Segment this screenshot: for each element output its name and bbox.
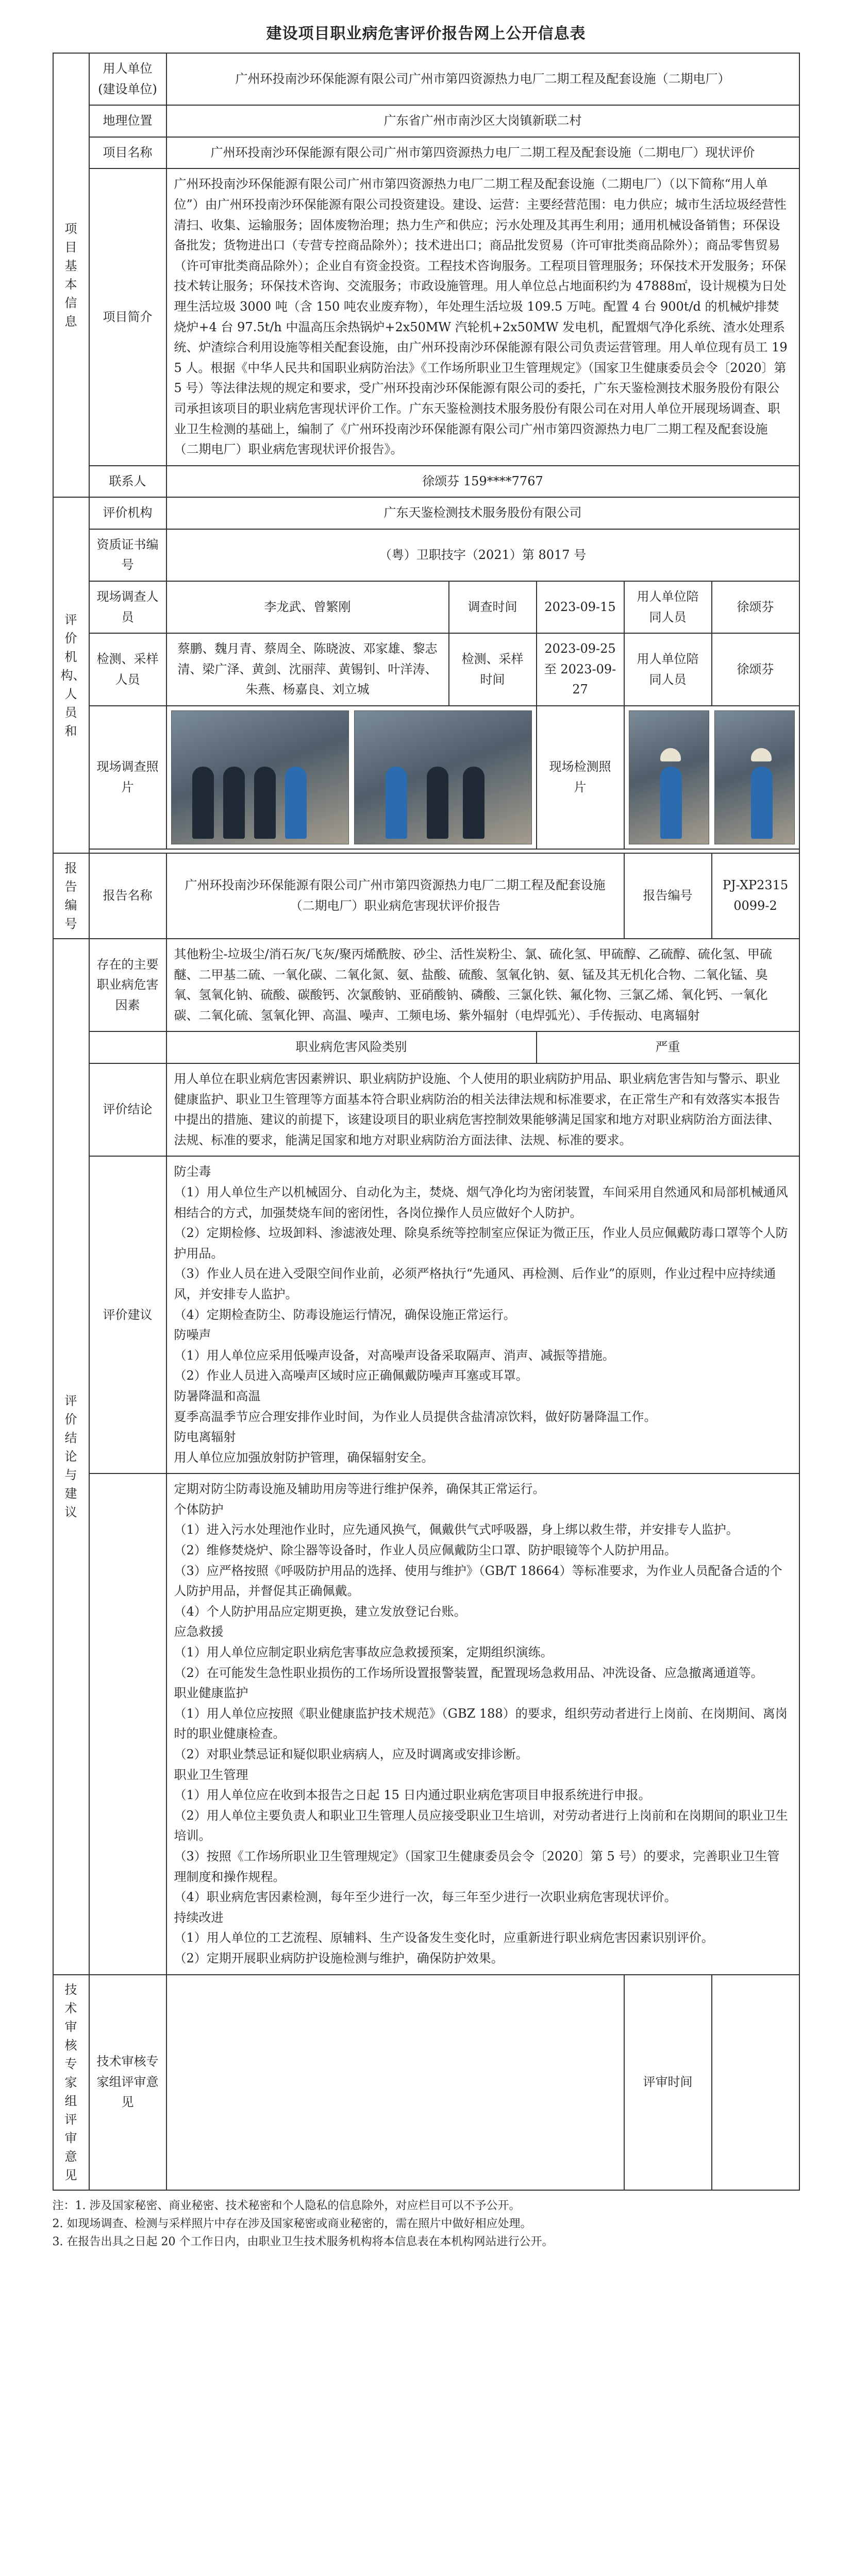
hazard-label: 存在的主要职业病危害因素 — [89, 939, 166, 1031]
contact-label: 联系人 — [89, 466, 166, 498]
risk-category-value: 严重 — [537, 1031, 799, 1063]
onsite-photo-label: 现场调查照片 — [89, 706, 166, 849]
report-no-label: 报告编号 — [624, 853, 712, 939]
suggestion-value: 防尘毒 （1）用人单位生产以机械固分、自动化为主，焚烧、烟气净化均为密闭装置，车间采用自然通风和局部机械通风相结合的方式，加强焚烧车间的密闭性，各岗位操作人员应做好个人防护。 （2）定期检修、垃圾卸料、渗滤液处理、除臭系统等控制室应保证为微正压，作业人员应佩戴防毒口罩等个人防护用品。 （3）作业人员在进入受限空间作业前，必须严格执行“先通风、再检测、后作业”的原则，作业过程中应持续通风，并安排专人监护。 （4）定期检查防尘、防毒设施运行情况，确保设施正常运行。 防噪声 （1）用人单位应采用低噪声设备，对高噪声设备采取隔声、消声、减振等措施。 （2）作业人员进入高噪声区域时应正确佩戴防噪声耳塞或耳罩。 防暑降温和高温 夏季高温季节应合理安排作业时间，为作业人员提供含盐清凉饮料，做好防暑降温工作。 防电离辐射 用人单位应加强放射防护管理，确保辐射安全。 — [166, 1156, 799, 1473]
project-name-label: 项目名称 — [89, 137, 166, 169]
report-name-value: 广州环投南沙环保能源有限公司广州市第四资源热力电厂二期工程及配套设施（二期电厂）职业病危害现状评价报告 — [166, 853, 624, 939]
employer-staff2-value: 徐颂芬 — [712, 633, 799, 706]
suggestion-label: 评价建议 — [89, 1156, 166, 1473]
page-title: 建设项目职业病危害评价报告网上公开信息表 — [266, 25, 586, 43]
eval-org-value: 广东天鉴检测技术服务股份有限公司 — [166, 497, 799, 529]
conclusion-value: 用人单位在职业病危害因素辨识、职业病防护设施、个人使用的职业病防护用品、职业病危害告知与警示、职业健康监护、职业卫生管理等方面基本符合职业病防治的相关法律法规和标准要求，在正常生产和有效落实本报告中提出的措施、建议的前提下，该建设项目的职业病危害控制效果能够满足国家和地方对职业病防治方面法律、法规、标准的要求，能满足国家和地方对职业病防治方面法律、法规、标准的要求。 — [166, 1063, 799, 1156]
row-conclusion — [53, 1063, 799, 1156]
cert-value: （粤）卫职技字（2021）第 8017 号 — [166, 529, 799, 581]
section-review-label: 技术审核专家组评审意见 — [53, 1975, 89, 2190]
sampling-time-label: 检测、采样时间 — [449, 633, 537, 706]
employer-staff2-label: 用人单位陪同人员 — [624, 633, 712, 706]
test-photo-1 — [629, 710, 709, 844]
onsite-time-value: 2023-09-15 — [537, 581, 624, 633]
sampling-staff-value: 蔡鹏、魏月青、蔡周全、陈晓波、邓家雄、黎志清、梁广泽、黄剑、沈丽萍、黄锡钊、叶洋涛、朱燕、杨嘉良、刘立城 — [166, 633, 449, 706]
info-table — [53, 53, 800, 2191]
eval-org-label: 评价机构 — [89, 497, 166, 529]
footnote-3: 3. 在报告出具之日起 20 个工作日内，由职业卫生技术服务机构将本信息表在本机构网站进行公开。 — [52, 2235, 554, 2248]
row-address — [53, 105, 799, 137]
cert-label: 资质证书编号 — [89, 529, 166, 581]
suggestion-label-2 — [89, 1473, 166, 1974]
sampling-staff-label: 检测、采样人员 — [89, 633, 166, 706]
row-employer — [53, 53, 799, 105]
section-org-label: 评价机构、人员和 — [53, 497, 89, 853]
address-value: 广东省广州市南沙区大岗镇新联二村 — [166, 105, 799, 137]
suggestion-value-2: 定期对防尘防毒设施及辅助用房等进行维护保养，确保其正常运行。 个体防护 （1）进入污水处理池作业时，应先通风换气，佩戴供气式呼吸器，身上绑以救生带，并安排专人监护。 （2）维修焚烧炉、除尘器等设备时，作业人员应佩戴防尘口罩、防护眼镜等个人防护用品。 （3）应严格按照《呼吸防护用品的选择、使用与维护》（GB/T 18664）等标准要求，为作业人员配备合适的个人防护用品，并督促其正确佩戴。 （4）个人防护用品应定期更换，建立发放登记台账。 应急救援 （1）用人单位应制定职业病危害事故应急救援预案，定期组织演练。 （2）在可能发生急性职业损伤的工作场所设置报警装置，配置现场急救用品、冲洗设备、应急撤离通道等。 职业健康监护 （1）用人单位应按照《职业健康监护技术规范》（GBZ 188）的要求，组织劳动者进行上岗前、在岗期间、离岗时的职业健康检查。 （2）对职业禁忌证和疑似职业病病人，应及时调离或安排诊断。 职业卫生管理 （1）用人单位应在收到本报告之日起 15 日内通过职业病危害项目申报系统进行申报。 （2）用人单位主要负责人和职业卫生管理人员应接受职业卫生培训，对劳动者进行上岗前和在岗期间的职业卫生培训。 （3）按照《工作场所职业卫生管理规定》（国家卫生健康委员会令〔2020〕第 5 号）的要求，完善职业卫生管理制度和操作规程。 （4）职业病危害因素检测，每年至少进行一次，每三年至少进行一次职业病危害现状评价。 持续改进 （1）用人单位的工艺流程、原辅料、生产设备发生变化时，应重新进行职业病危害因素识别评价。 （2）定期开展职业病防护设施检测与维护，确保防护效果。 — [166, 1473, 799, 1974]
onsite-photos — [166, 706, 537, 849]
project-intro-label: 项目简介 — [89, 168, 166, 465]
row-review — [53, 1975, 799, 2190]
report-name-label: 报告名称 — [89, 853, 166, 939]
spacer — [89, 849, 799, 853]
footnote-1: 注：1. 涉及国家秘密、商业秘密、技术秘密和个人隐私的信息除外，对应栏目可以不予公开。 — [52, 2199, 521, 2212]
footnote-2: 2. 如现场调查、检测与采样照片中存在涉及国家秘密或商业秘密的，需在照片中做好相应处理。 — [52, 2217, 532, 2230]
onsite-time-label: 调查时间 — [449, 581, 537, 633]
row-photos — [53, 706, 799, 849]
hazard-value: 其他粉尘-垃圾尘/消石灰/飞灰/聚丙烯酰胺、砂尘、活性炭粉尘、氯、硫化氢、甲硫醇、乙硫醇、硫化氢、甲硫醚、二甲基二硫、一氧化碳、二氧化氮、氨、盐酸、硫酸、氢氧化钠、氨、锰及其无机化合物、二氧化锰、臭氧、氢氧化钠、硫酸、碳酸钙、次氯酸钠、亚硝酸钠、磷酸、三氯化铁、氟化物、三氯乙烯、氧化钙、一氧化碳、二氧化硫、氢氧化钾、高温、噪声、工频电场、紫外辐射（电焊弧光）、手传振动、电离辐射 — [166, 939, 799, 1031]
sampling-time-value: 2023-09-25 至 2023-09-27 — [537, 633, 624, 706]
contact-value: 徐颂芬 159****7767 — [166, 466, 799, 498]
employer-staff-value: 徐颂芬 — [712, 581, 799, 633]
review-time-label: 评审时间 — [624, 1975, 712, 2190]
row-suggestions — [53, 1156, 799, 1473]
address-label: 地理位置 — [89, 105, 166, 137]
project-name-value: 广州环投南沙环保能源有限公司广州市第四资源热力电厂二期工程及配套设施（二期电厂）现状评价 — [166, 137, 799, 169]
project-intro-value: 广州环投南沙环保能源有限公司广州市第四资源热力电厂二期工程及配套设施（二期电厂）（以下简称“用人单位”）由广州环投南沙环保能源有限公司投资建设。建设、运营：主要经营范围：电力供应；城市生活垃圾经营性清扫、收集、运输服务；固体废物治理；热力生产和供应；污水处理及其再生利用；通用机械设备销售；环保设备批发；货物进出口（专营专控商品除外）；技术进出口；商品批发贸易（许可审批类商品除外）；商品零售贸易（许可审批类商品除外）；企业自有资金投资。工程技术咨询服务。工程项目管理服务；环保技术开发服务；环保技术转让服务；环保技术咨询、交流服务；市政设施管理。用人单位总占地面积约为 47888㎡，设计规模为日处理生活垃圾 3000 吨（含 150 吨农业废弃物），年处理生活垃圾 109.5 万吨。配置 4 台 900t/d 的机械炉排焚烧炉+4 台 97.5t/h 中温高压余热锅炉+2x50MW 汽轮机+2x50MW 发电机，配置烟气净化系统、渣水处理系统、炉渣综合利用设施等相关配套设施，由广州环投南沙环保能源有限公司负责运营管理。用人单位现有员工 195 人。根据《中华人民共和国职业病防治法》《工作场所职业卫生管理规定》（国家卫生健康委员会令〔2020〕第 5 号）等法律法规的规定和要求，受广州环投南沙环保能源有限公司的委托，广东天鉴检测技术服务股份有限公司承担该项目的职业病危害现状评价工作。广东天鉴检测技术服务股份有限公司在对用人单位开展现场调查、职业卫生检测的基础上，编制了《广州环投南沙环保能源有限公司广州市第四资源热力电厂二期工程及配套设施（二期电厂）职业病危害现状评价报告》。 — [166, 168, 799, 465]
page — [53, 0, 800, 2272]
onsite-staff-value: 李龙武、曾繁刚 — [166, 581, 449, 633]
row-spacer — [53, 849, 799, 853]
onsite-staff-label: 现场调查人员 — [89, 581, 166, 633]
row-onsite — [53, 581, 799, 633]
review-opinion — [166, 1975, 624, 2190]
employer-staff-label: 用人单位陪同人员 — [624, 581, 712, 633]
test-photos — [624, 706, 799, 849]
report-no-value: PJ-XP23150099-2 — [712, 853, 799, 939]
row-report — [53, 853, 799, 939]
row-contact — [53, 466, 799, 498]
onsite-photo-2 — [354, 710, 532, 844]
row-hazards — [53, 939, 799, 1031]
footnotes — [53, 2197, 800, 2251]
test-photo-2 — [714, 710, 795, 844]
onsite-photo-1 — [171, 710, 349, 844]
row-sampling — [53, 633, 799, 706]
row-suggestions-2 — [53, 1473, 799, 1974]
risk-spacer-label — [89, 1031, 166, 1063]
row-eval-org — [53, 497, 799, 529]
employer-value: 广州环投南沙环保能源有限公司广州市第四资源热力电厂二期工程及配套设施（二期电厂） — [166, 53, 799, 105]
row-risk — [53, 1031, 799, 1063]
section-basic-label: 项目基本信息 — [53, 53, 89, 497]
row-project-name — [53, 137, 799, 169]
employer-label: 用人单位(建设单位) — [89, 53, 166, 105]
test-photo-label: 现场检测照片 — [537, 706, 624, 849]
row-cert — [53, 529, 799, 581]
review-label: 技术审核专家组评审意见 — [89, 1975, 166, 2190]
conclusion-label: 评价结论 — [89, 1063, 166, 1156]
row-project-intro — [53, 168, 799, 465]
review-time-value — [712, 1975, 799, 2190]
section-conclusion-label: 评价结论与建议 — [53, 939, 89, 1975]
section-report-label: 报告编号 — [53, 853, 89, 939]
risk-category-label: 职业病危害风险类别 — [166, 1031, 537, 1063]
